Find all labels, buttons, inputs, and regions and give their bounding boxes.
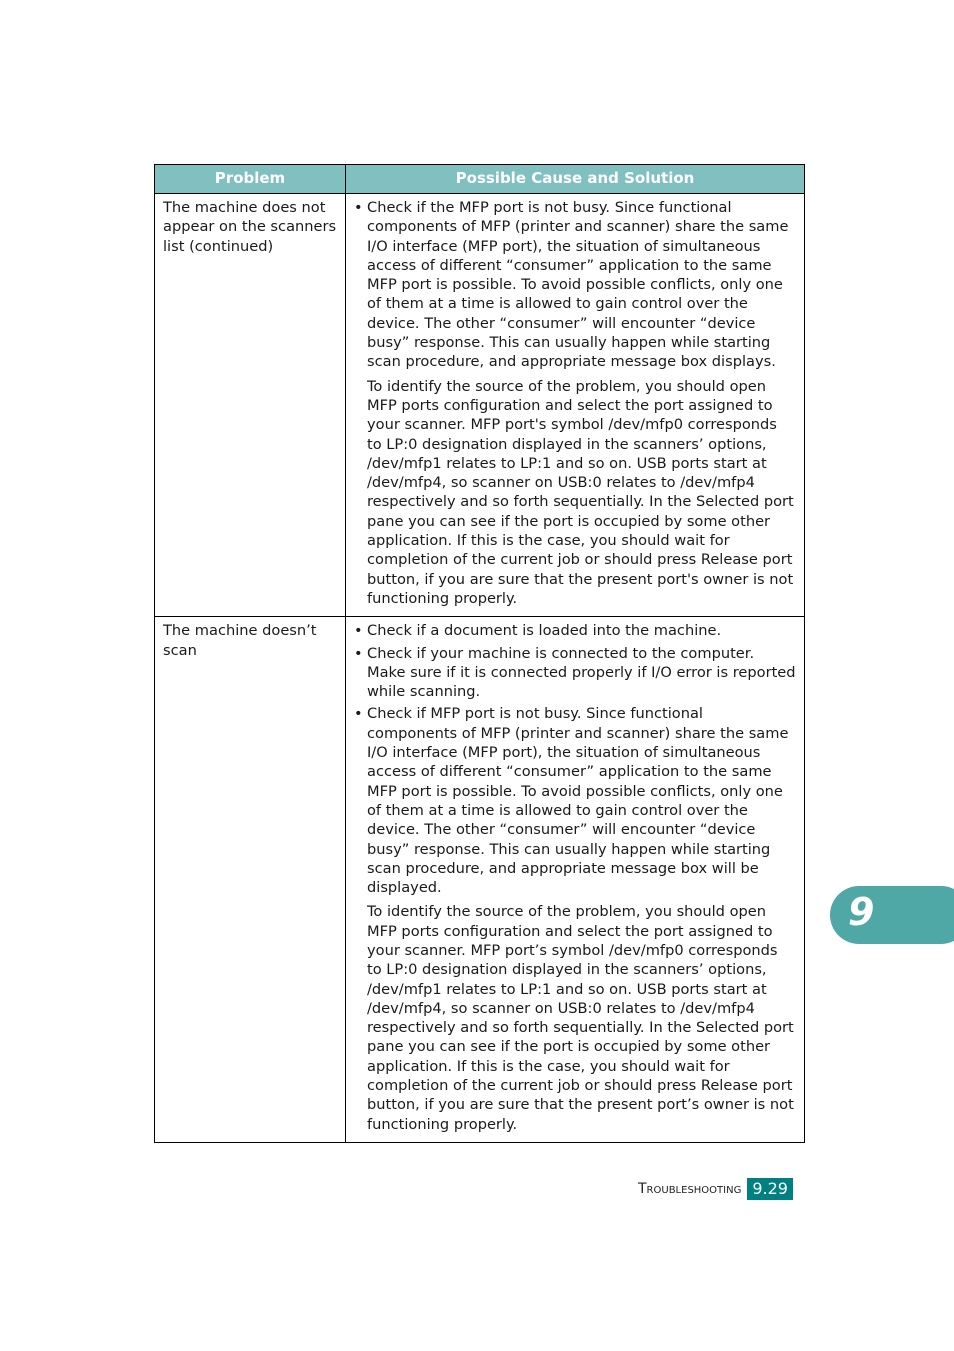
section-name: Troubleshooting	[638, 1181, 742, 1197]
solution-bullet: • Check if the MFP port is not busy. Since functional components of MFP (printer and scanner) share the same I/O interface (MFP port), the situation of simultaneous access of different “consumer” application to the same MFP port is possible. To avoid possible conflicts, only one of them at a time is allowed to gain control over the device. The other “consumer” will encounter “device busy” response. This can usually happen while starting scan procedure, and appropriate message box displays.	[367, 198, 796, 372]
solution-bullet: • Check if your machine is connected to the computer. Make sure if it is connected properly if I/O error is reported while scanning.	[367, 644, 796, 702]
solution-paragraph: To identify the source of the problem, you should open MFP ports configuration and select the port assigned to your scanner. MFP port's symbol /dev/mfp0 corresponds to LP:0 designation displayed in the scanners’ options, /dev/mfp1 relates to LP:1 and so on. USB ports start at /dev/mfp4, so scanner on USB:0 relates to /dev/mfp4 respectively and so forth sequentially. In the Selected port pane you can see if the port is occupied by some other application. If this is the case, you should wait for completion of the current job or should press Release port button, if you are sure that the present port's owner is not functioning properly.	[367, 377, 794, 607]
solution-cell	[346, 194, 805, 617]
problem-cell: The machine does not appear on the scanners list (continued)	[155, 194, 346, 617]
solution-paragraph: To identify the source of the problem, you should open MFP ports configuration and select the port assigned to your scanner. MFP port’s symbol /dev/mfp0 corresponds to LP:0 designation displayed in the scanners’ options, /dev/mfp1 relates to LP:1 and so on. USB ports start at /dev/mfp4, so scanner on USB:0 relates to /dev/mfp4 respectively and so forth sequentially. In the Selected port pane you can see if the port is occupied by some other application. If this is the case, you should wait for completion of the current job or should press Release port button, if you are sure that the present port’s owner is not functioning properly.	[367, 903, 794, 1133]
chapter-number: 9	[848, 890, 875, 934]
solution-bullet: • Check if MFP port is not busy. Since functional components of MFP (printer and scanner) share the same I/O interface (MFP port), the situation of simultaneous access of different “consumer” application to the same MFP port is possible. To avoid possible conflicts, only one of them at a time is allowed to gain control over the device. The other “consumer” will encounter “device busy” response. This can usually happen while starting scan procedure, and appropriate message box will be displayed.	[367, 704, 796, 897]
page-footer	[638, 1178, 793, 1200]
problem-cell: The machine doesn’t scan	[155, 617, 346, 1143]
chapter-tab	[830, 886, 954, 944]
solution-cell	[346, 617, 805, 1143]
table-row	[155, 617, 805, 1143]
table-row	[155, 194, 805, 617]
page-number: 9.29	[747, 1178, 793, 1200]
troubleshooting-table	[154, 164, 805, 1143]
header-problem: Problem	[155, 165, 346, 194]
solution-bullet: • Check if a document is loaded into the machine.	[367, 621, 796, 640]
header-solution: Possible Cause and Solution	[346, 165, 805, 194]
